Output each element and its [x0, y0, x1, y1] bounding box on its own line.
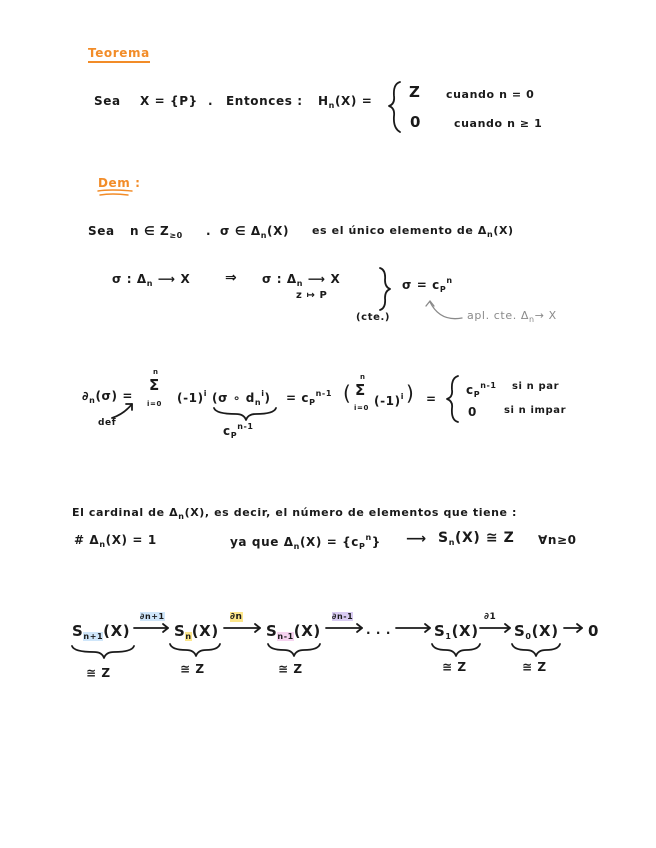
S-sub: n — [448, 538, 455, 547]
boundary-case1-cond: si n par — [512, 381, 560, 392]
d4-sub: 1 — [489, 612, 497, 622]
line1-rest-sub: n — [487, 230, 494, 239]
d2-text: ∂ — [230, 612, 236, 622]
theorem-dot: . — [208, 94, 214, 108]
s3-text: S — [266, 622, 278, 640]
map-left-arrow: ⟶ X — [157, 272, 191, 286]
s4-arg: (X) — [451, 622, 479, 640]
dem-sigma-in — [220, 224, 289, 240]
set-sup: n — [365, 533, 372, 542]
map-implies: ⇒ — [225, 270, 238, 286]
boundary-case2-value: 0 — [468, 405, 477, 419]
compose-sup: i — [261, 389, 265, 398]
homology-arg: (X) = — [334, 94, 373, 108]
boundary-case2-cond: si n impar — [504, 405, 567, 416]
map-note-text: apl. cte. Δ — [467, 309, 530, 322]
chain-underbrace-4 — [432, 644, 480, 656]
ya-que-rest: (X) = {c — [299, 535, 360, 549]
boundary-under — [223, 422, 254, 440]
dem-underline-1 — [98, 190, 132, 191]
cardinal-line1 — [72, 506, 517, 521]
cardinal-S — [438, 530, 514, 547]
s4-text: S — [434, 622, 446, 640]
chain-d4 — [484, 612, 496, 622]
map-note-arrow: → X — [534, 309, 557, 322]
paren-close: ) — [406, 381, 415, 405]
chain-iso-2: ≅ Z — [180, 662, 205, 676]
chain-underbrace-1 — [72, 646, 134, 658]
map-right-arrow: ⟶ X — [307, 272, 341, 286]
map-equals-text: σ = c — [402, 278, 440, 292]
theorem-case2-value: 0 — [410, 113, 422, 131]
s1-text: S — [72, 622, 84, 640]
n-in-sub: ≥0 — [169, 231, 183, 240]
s3-arg: (X) — [293, 622, 321, 640]
paren-open: ( — [343, 381, 352, 405]
dem-title: Dem : — [98, 176, 141, 190]
map-brace — [380, 268, 390, 310]
chain-s4 — [434, 622, 479, 641]
map-note-sub: n — [529, 315, 535, 324]
d1-sub: n+1 — [144, 612, 165, 621]
homology-symbol: H — [318, 94, 329, 108]
theorem-space-def: X = {P} — [140, 94, 198, 108]
theorem-sea: Sea — [94, 94, 121, 108]
sigma-in-arg: (X) — [267, 224, 290, 238]
boundary-sign2 — [374, 392, 404, 408]
s1-sub: n+1 — [83, 632, 104, 641]
chain-s3 — [266, 622, 321, 641]
theorem-homology — [318, 94, 372, 110]
note-arrow — [430, 302, 462, 319]
hash-text: # Δ — [74, 533, 100, 547]
compose-underbrace — [214, 408, 276, 420]
chain-iso-4: ≅ Z — [442, 660, 467, 674]
dem-dot: . — [206, 224, 212, 238]
eq2-text: = c — [286, 391, 310, 405]
chain-d3 — [332, 612, 353, 621]
dem-n-in — [130, 224, 183, 240]
map-left-text: σ : Δ — [112, 272, 147, 286]
case1-value-sup: n-1 — [480, 381, 497, 390]
boundary-lhs — [82, 389, 133, 405]
boundary-eq3: = — [426, 392, 437, 406]
map-cte: (cte.) — [356, 312, 391, 323]
sum2-symbol: Σ — [355, 381, 366, 399]
s1-arg: (X) — [103, 622, 131, 640]
teorema-heading — [88, 46, 150, 63]
case1-value-sub: P — [473, 390, 481, 399]
chain-s5 — [514, 622, 559, 641]
cardinal-line1-text: El cardinal de Δ — [72, 506, 179, 519]
chain-dots: · · · — [366, 626, 392, 640]
def-label: def — [98, 418, 117, 428]
dem-line1-rest — [312, 224, 514, 239]
s5-sub: 0 — [525, 632, 532, 641]
theorem-case2-cond: cuando n ≥ 1 — [454, 117, 543, 130]
n-in-text: n ∈ Z — [130, 224, 170, 238]
eq2-sup: n-1 — [315, 389, 333, 398]
d4-text: ∂ — [484, 612, 490, 622]
boundary-lhs-arg: (σ) = — [95, 389, 133, 403]
s5-text: S — [514, 622, 526, 640]
chain-iso-3: ≅ Z — [278, 662, 303, 676]
boundary-case1-value — [466, 381, 497, 399]
sign2-sup: i — [400, 392, 405, 401]
case1-value-text: c — [466, 383, 474, 397]
chain-d2 — [230, 612, 243, 622]
theorem-case1-cond: cuando n = 0 — [446, 88, 535, 101]
s3-sub: n-1 — [277, 632, 294, 641]
hash-rest: (X) = 1 — [105, 533, 157, 547]
cardinal-arrow: ⟶ — [406, 531, 427, 547]
chain-iso-1: ≅ Z — [86, 666, 111, 680]
cardinal-ya-que — [230, 533, 381, 551]
chain-d1 — [140, 612, 165, 621]
compose-text: (σ ∘ d — [212, 391, 255, 405]
compose-sub: n — [254, 398, 262, 407]
S-rest: (X) ≅ Z — [454, 530, 515, 546]
cardinal-hash — [74, 533, 157, 549]
sigma-in-text: σ ∈ Δ — [220, 224, 261, 238]
s2-sub: n — [185, 632, 192, 641]
d2-sub: n — [235, 612, 243, 622]
boundary-brace — [447, 376, 458, 422]
boundary-eq2 — [286, 389, 332, 407]
def-arrow — [112, 404, 132, 418]
d3-sub: n-1 — [336, 612, 354, 621]
chain-underbrace-3 — [268, 644, 320, 656]
d3-text: ∂ — [332, 612, 337, 621]
ya-que-sub: n — [293, 542, 300, 551]
map-equals-sub: P — [439, 285, 447, 294]
line1-rest-arg: (X) — [493, 224, 514, 237]
chain-underbrace-5 — [512, 644, 560, 656]
S-text: S — [438, 530, 449, 546]
map-note — [467, 309, 557, 324]
dem-heading — [98, 176, 141, 190]
boundary-lhs-symbol: ∂ — [82, 389, 90, 403]
s4-sub: 1 — [445, 632, 452, 641]
hash-sub: n — [99, 540, 106, 549]
cardinal-forall: ∀n≥0 — [538, 533, 577, 547]
set-sub: P — [359, 542, 366, 551]
sign2-text: (-1) — [374, 394, 401, 408]
line1-rest-text: es el único elemento de Δ — [312, 224, 488, 237]
s2-text: S — [174, 622, 186, 640]
theorem-entonces: Entonces : — [226, 94, 303, 108]
d1-text: ∂ — [140, 612, 145, 621]
chain-s1 — [72, 622, 130, 641]
eq2-sub: P — [309, 398, 316, 407]
map-mapsto: z ↦ P — [296, 290, 328, 301]
under-sub: P — [230, 431, 238, 440]
dem-sea: Sea — [88, 224, 115, 238]
homology-sub: n — [328, 101, 335, 110]
compose-close: ) — [264, 391, 271, 405]
cardinal-line1-rest: (X), es decir, el número de elementos que tiene : — [184, 506, 518, 519]
teorema-title: Teorema — [88, 46, 150, 60]
map-right-text: σ : Δ — [262, 272, 297, 286]
map-right-sub: n — [296, 279, 304, 288]
s5-arg: (X) — [531, 622, 559, 640]
under-text: c — [223, 424, 231, 438]
map-right — [262, 272, 340, 288]
s2-arg: (X) — [191, 622, 219, 640]
sign-text: (-1) — [177, 391, 204, 405]
cardinal-line1-sub: n — [178, 512, 185, 521]
ya-que-text: ya que Δ — [230, 535, 294, 549]
map-left — [112, 272, 190, 288]
map-equals — [402, 276, 453, 294]
sum2-top: n — [360, 373, 366, 381]
boundary-lhs-sub: n — [89, 396, 96, 405]
map-left-sub: n — [146, 279, 154, 288]
sum-bottom: i=0 — [147, 400, 162, 408]
chain-s2 — [174, 622, 219, 641]
sigma-in-sub: n — [260, 231, 268, 240]
under-sup: n-1 — [237, 422, 254, 431]
chain-zero: 0 — [588, 622, 600, 640]
chain-iso-5: ≅ Z — [522, 660, 547, 674]
theorem-brace — [389, 82, 400, 132]
sign-sup: i — [203, 389, 208, 398]
chain-underbrace-2 — [170, 644, 220, 656]
sum-top: n — [153, 368, 159, 376]
boundary-compose — [212, 389, 271, 407]
dem-underline-2 — [100, 194, 128, 195]
map-equals-sup: n — [446, 276, 453, 285]
theorem-case1-value: Z — [409, 83, 421, 101]
boundary-sign — [177, 389, 207, 405]
set-close: } — [371, 535, 381, 549]
sum2-bottom: i=0 — [354, 404, 369, 412]
sum-symbol: Σ — [149, 376, 160, 394]
